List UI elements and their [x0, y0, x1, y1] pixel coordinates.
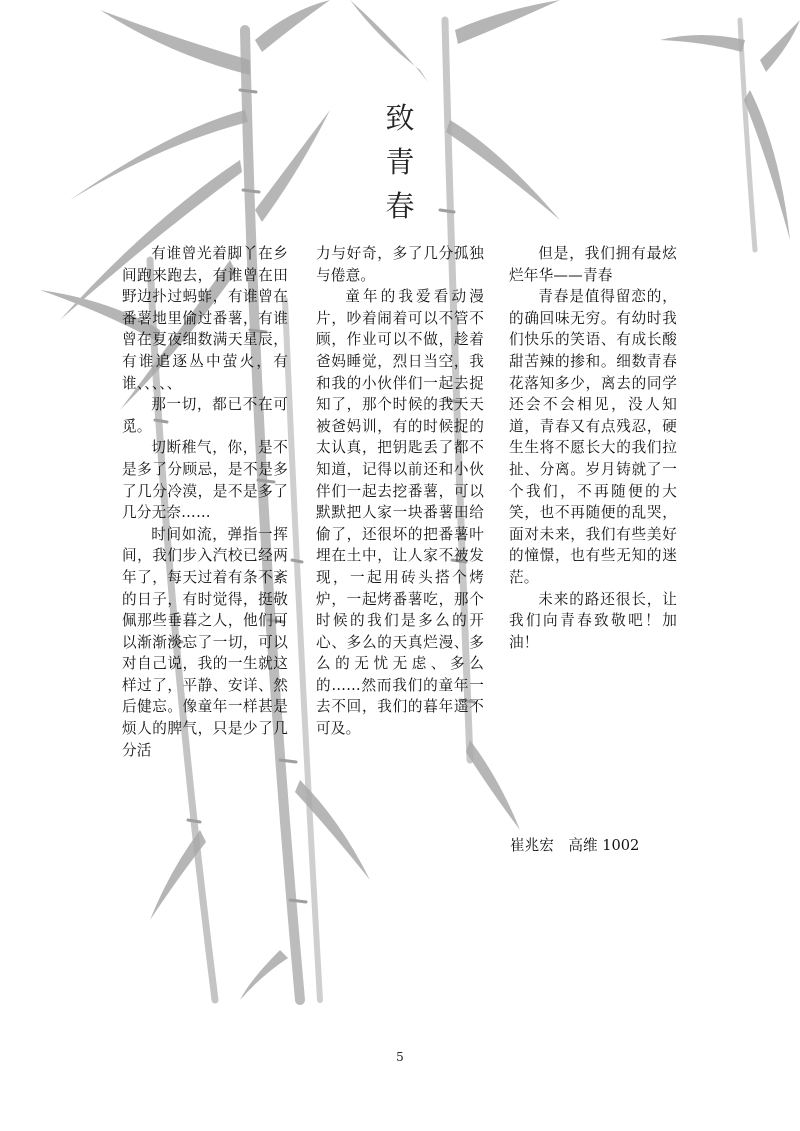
text-column-3 — [509, 243, 677, 653]
paragraph: 那一切，都已不在可觅。 — [122, 396, 288, 435]
paragraph: 但是，我们拥有最炫烂年华——青春 — [509, 245, 677, 284]
paragraph: 有谁曾光着脚丫在乡间跑来跑去，有谁曾在田野边扑过蚂蚱，有谁曾在番薯地里偷过番薯，有谁曾在夏夜细数满天星辰，有谁追逐丛中萤火，有谁、、、、、 — [122, 245, 288, 392]
paragraph: 未来的路还很长，让我们向青春致敬吧！加油！ — [509, 590, 677, 651]
paragraph: 切断稚气，你，是不是多了分顾忌，是不是多了几分冷漠，是不是多了几分无奈…… — [122, 439, 288, 522]
paragraph: 时间如流，弹指一挥间，我们步入汽校已经两年了，每天过着有条不紊的日子，有时觉得，挺敬佩那些垂暮之人，他们可以渐渐淡忘了一切，可以对自己说，我的一生就这样过了，平静、安详、然后健忘。像童年一样甚是烦人的脾气，只是少了几分活 — [122, 525, 288, 759]
title-char-1: 致 — [385, 101, 415, 135]
page-number: 5 — [396, 1050, 404, 1064]
title-char-3: 春 — [385, 189, 415, 223]
article-title — [378, 96, 422, 228]
paragraph: 青春是值得留恋的，的确回味无穷。有幼时我们快乐的笑语、有成长酸甜苦辣的掺和。细数青春花落知多少，离去的同学还会不会相见，没人知道，青春又有点残忍，硬生生将不愿长大的我们拉扯、分离。岁月铸就了一个我们，不再随便的大笑，也不再随便的乱哭，面对未来，我们有些美好的憧憬，也有些无知的迷茫。 — [509, 288, 677, 586]
title-char-2: 青 — [385, 145, 415, 179]
paragraph: 童年的我爱看动漫片，吵着闹着可以不管不顾，作业可以不做，趁着爸妈睡觉，烈日当空，我和我的小伙伴们一起去捉知了，那个时候的我天天被爸妈训，有的时候捉的太认真，把钥匙丢了都不知道，记得以前还和小伙伴们一起去挖番薯，可以默默把人家一块番薯田给偷了，还很坏的把番薯叶埋在土中，让人家不被发现，一起用砖头搭个烤炉，一起烤番薯吃，那个时候的我们是多么的开心、多么的天真烂漫、多么的无忧无虑、多么的……然而我们的童年一去不回，我们的暮年遥不可及。 — [316, 288, 484, 738]
text-column-1 — [122, 243, 288, 761]
text-column-2 — [316, 243, 484, 740]
author-byline: 崔兆宏 高维 1002 — [510, 837, 640, 854]
paragraph-continuation: 力与好奇，多了几分孤独与倦意。 — [316, 245, 484, 284]
